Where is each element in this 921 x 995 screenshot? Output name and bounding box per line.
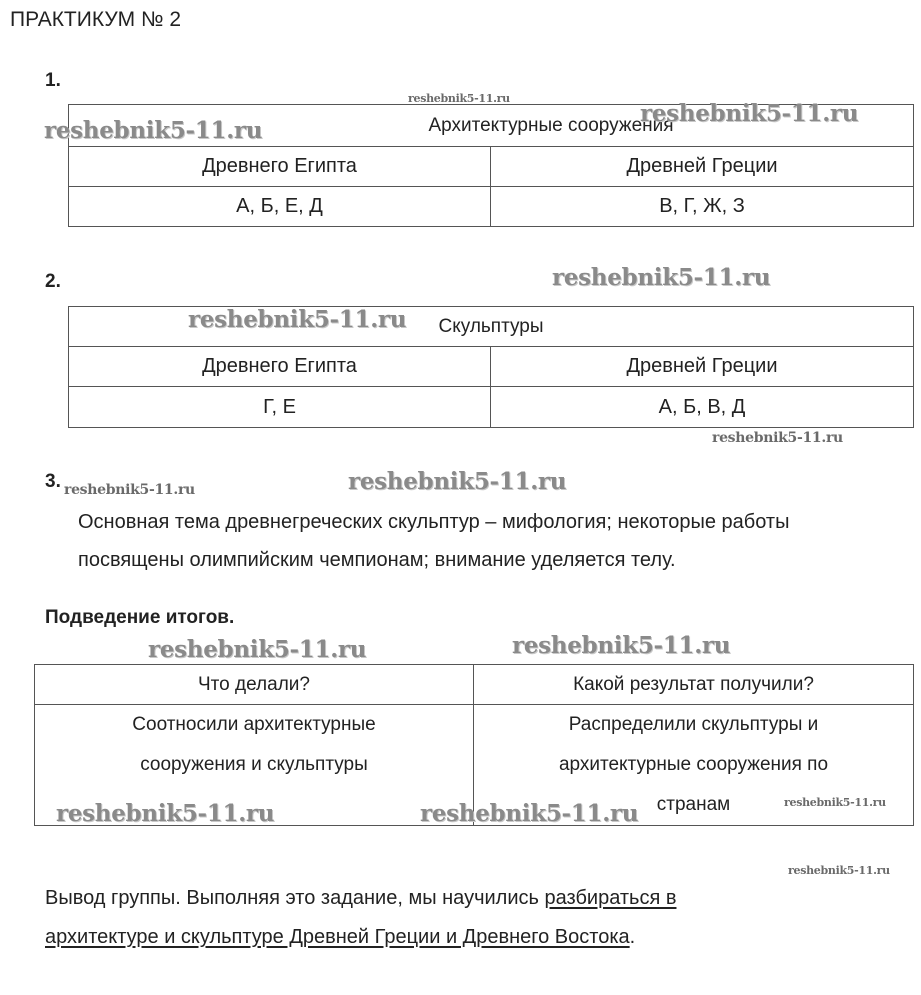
- watermark: reshebnik5-11.ru: [148, 636, 367, 663]
- summary-result-line: Распределили скульптуры и: [568, 714, 819, 735]
- summary-result-line: архитектурные сооружения по: [558, 754, 829, 775]
- sculpture-table-caption: Скульптуры: [69, 307, 914, 347]
- task-3-line: Основная тема древнегреческих скульптур – мифология; некоторые работы: [78, 511, 790, 533]
- architecture-cell-greece: В, Г, Ж, З: [491, 187, 914, 227]
- watermark: reshebnik5-11.ru: [712, 430, 843, 446]
- summary-what-line: Соотносили архитектурные: [132, 714, 376, 735]
- watermark: reshebnik5-11.ru: [408, 92, 510, 105]
- summary-header-result: Какой результат получили?: [474, 665, 914, 705]
- watermark: reshebnik5-11.ru: [788, 864, 890, 877]
- sculpture-header-greece: Древней Греции: [491, 347, 914, 387]
- group-conclusion: [45, 879, 905, 957]
- watermark: reshebnik5-11.ru: [348, 468, 567, 495]
- task-2-number: 2.: [45, 271, 61, 292]
- watermark: reshebnik5-11.ru: [420, 800, 639, 827]
- sculpture-header-egypt: Древнего Египта: [69, 347, 491, 387]
- watermark: reshebnik5-11.ru: [512, 632, 731, 659]
- watermark: reshebnik5-11.ru: [64, 482, 195, 498]
- sculpture-cell-egypt: Г, Е: [69, 387, 491, 428]
- sculpture-cell-greece: А, Б, В, Д: [491, 387, 914, 428]
- architecture-header-egypt: Древнего Египта: [69, 147, 491, 187]
- page-title: ПРАКТИКУМ № 2: [10, 8, 182, 31]
- summary-header-what: Что делали?: [35, 665, 474, 705]
- architecture-table-caption: Архитектурные сооружения: [69, 105, 914, 147]
- conclusion-prefix: Вывод группы. Выполняя это задание, мы научились: [45, 887, 545, 909]
- summary-heading: Подведение итогов.: [45, 607, 235, 628]
- summary-result-line: странам: [656, 794, 731, 815]
- conclusion-underlined-1: разбираться в: [544, 887, 677, 909]
- architecture-header-greece: Древней Греции: [491, 147, 914, 187]
- watermark: reshebnik5-11.ru: [188, 306, 407, 333]
- task-3-number: 3.: [45, 471, 61, 492]
- architecture-cell-egypt: А, Б, Е, Д: [69, 187, 491, 227]
- task-3-answer: [78, 503, 908, 579]
- watermark: reshebnik5-11.ru: [640, 100, 859, 127]
- summary-what-line: сооружения и скульптуры: [140, 754, 368, 775]
- task-1-number: 1.: [45, 70, 61, 91]
- conclusion-suffix: .: [629, 926, 636, 948]
- watermark: reshebnik5-11.ru: [56, 800, 275, 827]
- task-3-line: посвящены олимпийским чемпионам; внимание уделяется телу.: [78, 549, 676, 571]
- watermark: reshebnik5-11.ru: [44, 117, 263, 144]
- watermark: reshebnik5-11.ru: [784, 796, 886, 809]
- watermark: reshebnik5-11.ru: [552, 264, 771, 291]
- conclusion-underlined-2: архитектуре и скульптуре Древней Греции и Древнего Востока: [45, 926, 630, 948]
